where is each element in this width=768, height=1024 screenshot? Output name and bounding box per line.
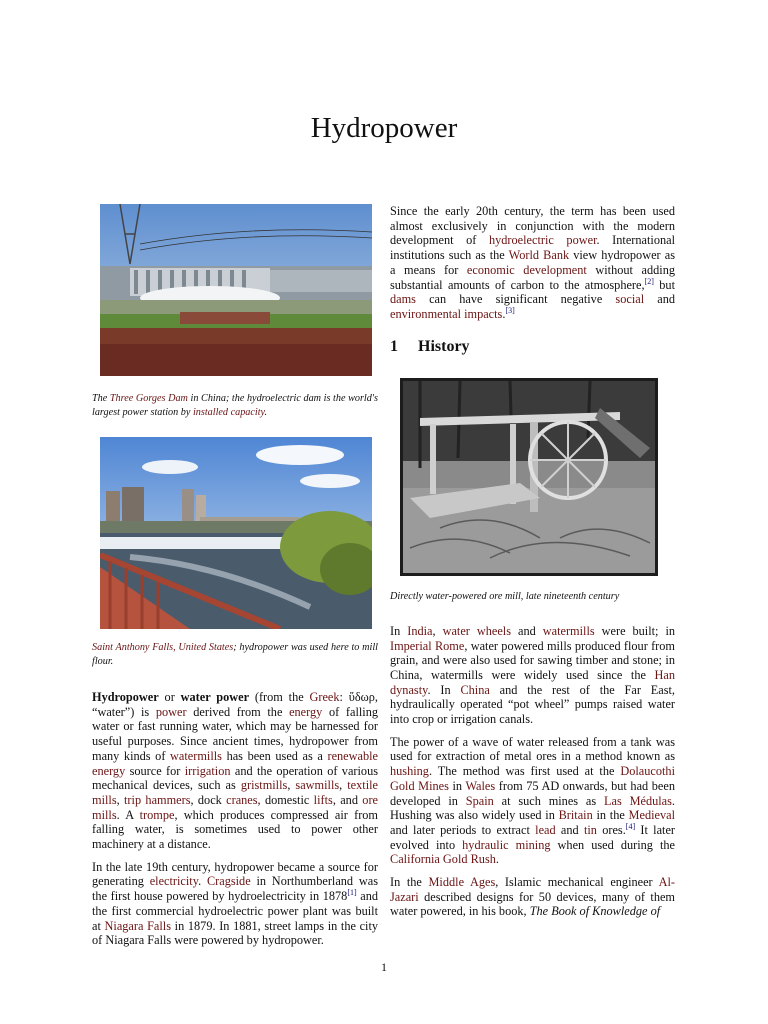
text: or: [158, 690, 181, 704]
text: and: [644, 292, 675, 307]
text: from 75 AD onwards, but had been developed in: [390, 778, 675, 808]
middle-ages-link[interactable]: Middle Ages: [428, 875, 496, 890]
text: . The method was first used at the: [428, 764, 621, 779]
text: . Hushing was also widely used in: [390, 793, 675, 823]
text: The power of a wave of water released from a tank was used for extraction of metal ores in a method known as: [390, 734, 675, 764]
water-wheels-link[interactable]: water wheels: [442, 623, 512, 638]
three-gorges-dam-image[interactable]: [100, 204, 372, 376]
caption-text: The: [92, 393, 110, 404]
sawmills-link[interactable]: sawmills: [295, 778, 340, 793]
text: In the late 19th century, hydropower became a source for generating: [92, 859, 378, 889]
bold-term: Hydropower: [92, 690, 159, 704]
text: . A: [116, 807, 140, 822]
reference-1[interactable]: [1]: [347, 888, 357, 898]
dams-link[interactable]: dams: [390, 292, 416, 307]
lead-link[interactable]: lead: [535, 822, 556, 837]
medieval-link[interactable]: Medieval: [628, 808, 675, 823]
text: in Northumberland was the first house powered by hydroelectricity in 1878: [92, 874, 378, 904]
text: ,: [432, 623, 443, 638]
social-link[interactable]: social: [615, 292, 645, 307]
las-medulas-link[interactable]: Las Médulas: [603, 793, 672, 808]
greek-link[interactable]: Greek: [309, 690, 340, 704]
al-jazari-link[interactable]: Al-Jazari: [390, 875, 675, 904]
britain-link[interactable]: Britain: [558, 808, 593, 823]
text: in the: [592, 808, 629, 823]
text: , which produces compressed air from falling water, is sometimes used to power other machinery at a distance.: [92, 807, 378, 852]
text: .: [502, 306, 506, 321]
han-dynasty-link[interactable]: Han dynasty: [390, 667, 675, 697]
watermills-link[interactable]: watermills: [170, 748, 222, 763]
tin-link[interactable]: tin: [583, 822, 597, 837]
text: can have significant negative: [415, 292, 616, 307]
energy-link[interactable]: energy: [289, 704, 323, 719]
text: , dock: [190, 792, 227, 807]
page-number: 1: [381, 960, 387, 974]
section-title: History: [418, 337, 470, 355]
intro-paragraph-2: [92, 860, 378, 948]
text: source for: [125, 763, 185, 778]
text: ,: [116, 792, 125, 807]
textile-mills-link[interactable]: textile mills: [92, 778, 378, 807]
text: described designs for 50 devices, many of them water powered, in his book,: [390, 889, 675, 919]
text: ,: [339, 778, 348, 793]
text: ores.: [596, 822, 626, 837]
gristmills-link[interactable]: gristmills: [240, 778, 288, 793]
economic-development-link[interactable]: economic development: [466, 262, 587, 277]
text: and: [555, 822, 584, 837]
dolaucothi-link[interactable]: Dolaucothi Gold Mines: [390, 764, 675, 793]
book-title: The Book of Knowledge of: [529, 904, 661, 919]
text: without adding substantial amounts of carbon to the atmosphere,: [390, 262, 675, 292]
text: at such mines as: [493, 793, 604, 808]
right-paragraph-1: [390, 204, 675, 322]
hushing-link[interactable]: hushing: [390, 764, 429, 779]
renewable-energy-link[interactable]: renewable energy: [92, 748, 378, 778]
history-paragraph-3: [390, 875, 675, 919]
text: and the first commercial hydroelectric power plant was built at: [92, 889, 378, 933]
niagara-falls-link[interactable]: Niagara Falls: [104, 918, 172, 933]
reference-2[interactable]: [2]: [644, 276, 654, 286]
text: . In: [427, 682, 461, 697]
text: Since the early 20th century, the term has been used almost exclusively in conjunction with the modern development of: [390, 204, 675, 248]
section-number: 1: [390, 337, 398, 355]
caption-text: .: [264, 406, 268, 418]
saint-anthony-falls-image[interactable]: [100, 437, 372, 629]
text: and the rest of the Far East, hydraulically operated “pot wheel” pumps raised water into crop or irrigation canals.: [390, 682, 675, 727]
falls-caption: [92, 641, 378, 668]
right-column: [390, 204, 675, 927]
section-heading-history: [390, 337, 675, 355]
text: were built; in: [594, 623, 676, 638]
spain-link[interactable]: Spain: [465, 793, 494, 808]
history-paragraph-1: [390, 624, 675, 727]
text: It later evolved into: [390, 822, 676, 852]
wales-link[interactable]: Wales: [465, 778, 496, 793]
text: .: [198, 874, 207, 889]
text: : ὕδωρ, “water”) is: [92, 690, 378, 719]
dam-caption: [92, 392, 378, 419]
text: , domestic: [257, 792, 314, 807]
environmental-impacts-link[interactable]: environmental impacts: [390, 306, 503, 321]
text: , and: [332, 792, 363, 807]
three-gorges-dam-link[interactable]: Three Gorges Dam: [109, 393, 188, 404]
text: and later periods to extract: [390, 822, 536, 837]
california-gold-rush-link[interactable]: California Gold Rush: [390, 852, 496, 867]
text: and: [511, 623, 543, 638]
intro-paragraph-1: [92, 690, 378, 852]
text: view hydropower as a means for: [390, 248, 675, 277]
history-paragraph-2: [390, 735, 675, 867]
caption-text: in China; the hydroelectric dam is the world's largest power station by: [92, 393, 378, 418]
china-link[interactable]: China: [460, 682, 490, 697]
text: , Islamic mechanical engineer: [495, 875, 659, 890]
left-column: [92, 204, 378, 956]
trip-hammers-link[interactable]: trip hammers: [124, 792, 191, 807]
text: and the operation of various mechanical devices, such as: [92, 763, 379, 793]
installed-capacity-link[interactable]: installed capacity: [192, 406, 265, 418]
mill-caption: Directly water-powered ore mill, late nineteenth century: [390, 591, 620, 603]
world-bank-link[interactable]: World Bank: [508, 248, 570, 263]
reference-4[interactable]: [4]: [625, 821, 636, 831]
text: (from the: [249, 690, 310, 704]
electricity-link[interactable]: electricity: [149, 874, 199, 889]
trompe-link[interactable]: trompe: [139, 807, 175, 822]
text: derived from the: [186, 704, 290, 719]
text: in 1879. In 1881, street lamps in the city of Niagara Falls were powered by hydropower.: [92, 918, 379, 948]
text: .: [495, 852, 499, 867]
reference-3[interactable]: [3]: [505, 305, 515, 315]
text: of falling water or fast running water, which may be harnessed for useful purposes. Since ancient times, hydropower from many kinds of: [92, 704, 378, 763]
text: In the: [390, 875, 429, 890]
cragside-link[interactable]: Cragside: [206, 874, 251, 889]
page-title: Hydropower: [310, 112, 458, 144]
text: . International institutions such as the: [390, 233, 675, 263]
ore-mills-link[interactable]: ore mills: [92, 792, 378, 822]
text: in: [448, 778, 466, 793]
text: but: [653, 277, 675, 292]
india-link[interactable]: India: [407, 623, 433, 638]
text: has been used as a: [221, 748, 328, 763]
irrigation-link[interactable]: irrigation: [184, 763, 231, 778]
caption-text: ; hydropower was used here to mill flour.: [92, 642, 378, 667]
text: ,: [287, 778, 296, 793]
hydraulic-mining-link[interactable]: hydraulic mining: [462, 837, 551, 852]
ore-mill-image[interactable]: [400, 378, 658, 576]
imperial-rome-link[interactable]: Imperial Rome: [390, 638, 465, 653]
saint-anthony-falls-link[interactable]: Saint Anthony Falls, United States: [92, 642, 234, 653]
text: , water powered mills produced flour from grain, and were also used for sawing timber and stone; in China, watermills were widely used since the: [390, 638, 675, 682]
watermills-link[interactable]: watermills: [542, 623, 595, 638]
text: In: [390, 623, 408, 638]
cranes-link[interactable]: cranes: [226, 792, 258, 807]
hydroelectric-power-link[interactable]: hydroelectric power: [488, 233, 597, 248]
text: when used during the: [550, 837, 675, 852]
power-link[interactable]: power: [155, 704, 187, 719]
bold-term: water power: [180, 690, 250, 704]
lifts-link[interactable]: lifts: [313, 792, 333, 807]
